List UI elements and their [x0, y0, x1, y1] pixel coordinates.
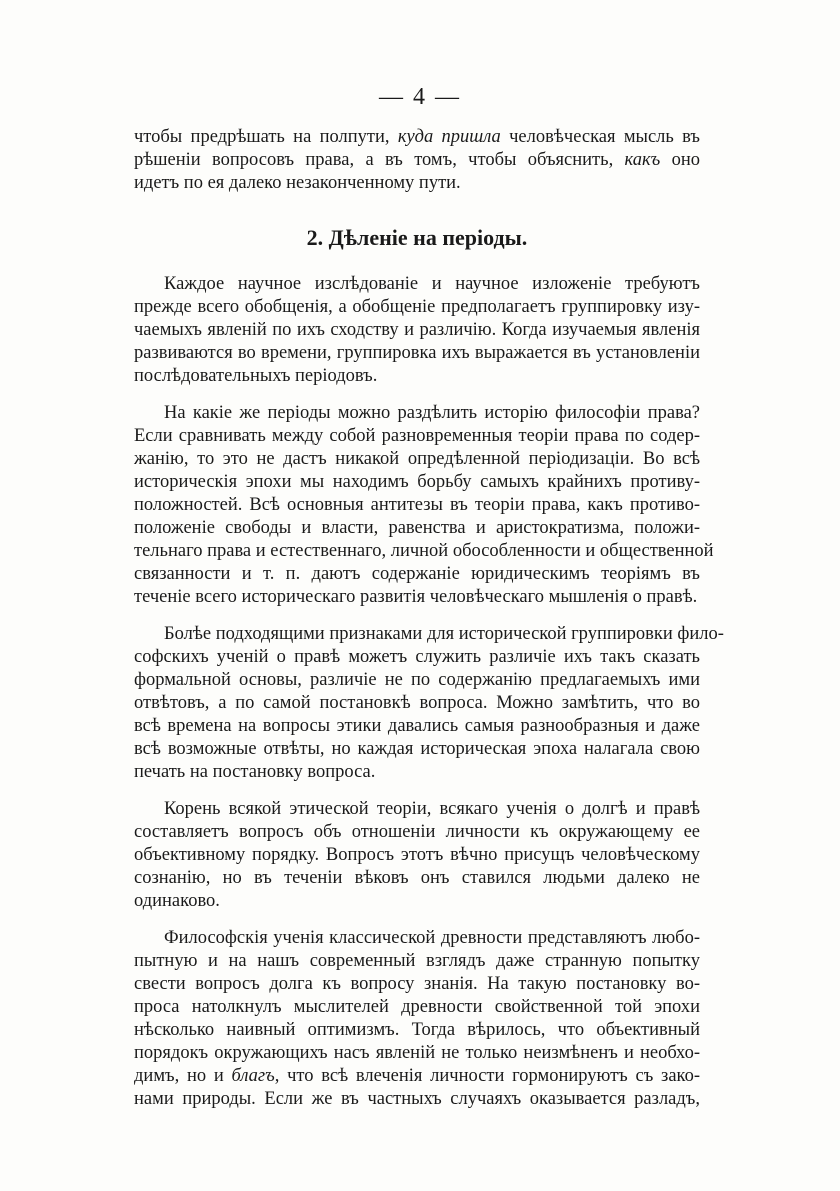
text-line: развиваются во времени, группировка ихъ выражается въ установленіи: [134, 343, 700, 363]
text-line: формальной основы, различіе не по содержанію предлагаемыхъ ими: [134, 670, 700, 690]
text-line: проса натолкнулъ мыслителей древности свойственной той эпохи: [134, 997, 700, 1017]
text-line: нѣсколько наивный оптимизмъ. Тогда вѣрилось, что объективный: [134, 1020, 700, 1040]
text-line: сознанію, но въ теченіи вѣковъ онъ ставился людьми далеко не: [134, 868, 700, 888]
text-line: составляетъ вопросъ объ отношеніи личности къ окружающему ее: [134, 822, 700, 842]
text-line: историческія эпохи мы находимъ борьбу самыхъ крайнихъ противу-: [134, 472, 700, 492]
text-line: рѣшеніи вопросовъ права, а въ томъ, чтобы объяснить, какъ оно: [134, 150, 700, 170]
text-line: положностей. Всѣ основныя антитезы въ теоріи права, какъ противо-: [134, 495, 700, 515]
text-line: На какіе же періоды можно раздѣлить исторію философіи права?: [164, 403, 700, 423]
text-line: Каждое научное изслѣдованіе и научное изложеніе требуютъ: [164, 274, 700, 294]
paragraph: [134, 927, 700, 1111]
text-line: пытную и на нашъ современный взглядъ даже странную попытку: [134, 951, 700, 971]
text-line: свести вопросъ долга къ вопросу знанія. На такую постановку во-: [134, 974, 700, 994]
text-line: объективному порядку. Вопросъ этотъ вѣчно присущъ человѣческому: [134, 845, 700, 865]
text-line: одинаково.: [134, 891, 220, 911]
paragraph: [134, 798, 700, 913]
text-line: нами природы. Если же въ частныхъ случаяхъ оказывается разладъ,: [134, 1089, 700, 1109]
text-line: связанности и т. п. даютъ содержаніе юридическимъ теоріямъ въ: [134, 564, 700, 584]
text-line: печать на постановку вопроса.: [134, 762, 376, 782]
section-heading: 2. Дѣленіе на періоды.: [306, 225, 528, 250]
text-line: послѣдовательныхъ періодовъ.: [134, 366, 378, 386]
paragraph: [134, 402, 714, 609]
intro-paragraph: [134, 126, 700, 195]
text-line: софскихъ ученій о правѣ можетъ служить различіе ихъ такъ сказать: [134, 647, 700, 667]
text-line: всѣ времена на вопросы этики давались самыя разнообразныя и даже: [134, 716, 700, 736]
text-line: тельнаго права и естественнаго, личной обособленности и общественной: [134, 541, 714, 561]
text-line: чаемыхъ явленій по ихъ сходству и различію. Когда изучаемыя явленія: [134, 320, 700, 340]
text-line: порядокъ окружающихъ насъ явленій не только неизмѣненъ и необхо-: [134, 1043, 700, 1063]
paragraph: [134, 273, 700, 388]
text-line: положеніе свободы и власти, равенства и аристократизма, положи-: [134, 518, 700, 538]
text-line: Если сравнивать между собой разновременныя теоріи права по содер-: [134, 426, 700, 446]
text-line: отвѣтовъ, а по самой постановкѣ вопроса. Можно замѣтить, что во: [134, 693, 700, 713]
page-number: — 4 —: [379, 84, 461, 110]
text-line: всѣ возможные отвѣты, но каждая историческая эпоха налагала свою: [134, 739, 700, 759]
text-line: прежде всего обобщенія, а обобщеніе предполагаетъ группировку изу-: [134, 297, 700, 317]
text-line: Болѣе подходящими признаками для исторической группировки фило-: [164, 624, 724, 644]
paragraph: [134, 623, 724, 784]
text-line: Корень всякой этической теоріи, всякаго ученія о долгѣ и правѣ: [164, 799, 700, 819]
body-text: [134, 126, 724, 1111]
text-line: жанію, то это не дастъ никакой опредѣленной періодизаціи. Во всѣ: [134, 449, 700, 469]
text-line: Философскія ученія классической древности представляютъ любо-: [164, 928, 700, 948]
text-line: теченіе всего историческаго развитія человѣческаго мышленія о правѣ.: [134, 587, 698, 607]
text-line: димъ, но и благъ, что всѣ влеченія личности гормонируютъ съ зако-: [134, 1066, 701, 1086]
text-line: идетъ по ея далеко незаконченному пути.: [134, 173, 461, 193]
text-line: чтобы предрѣшать на полпути, куда пришла человѣческая мысль въ: [134, 127, 700, 147]
